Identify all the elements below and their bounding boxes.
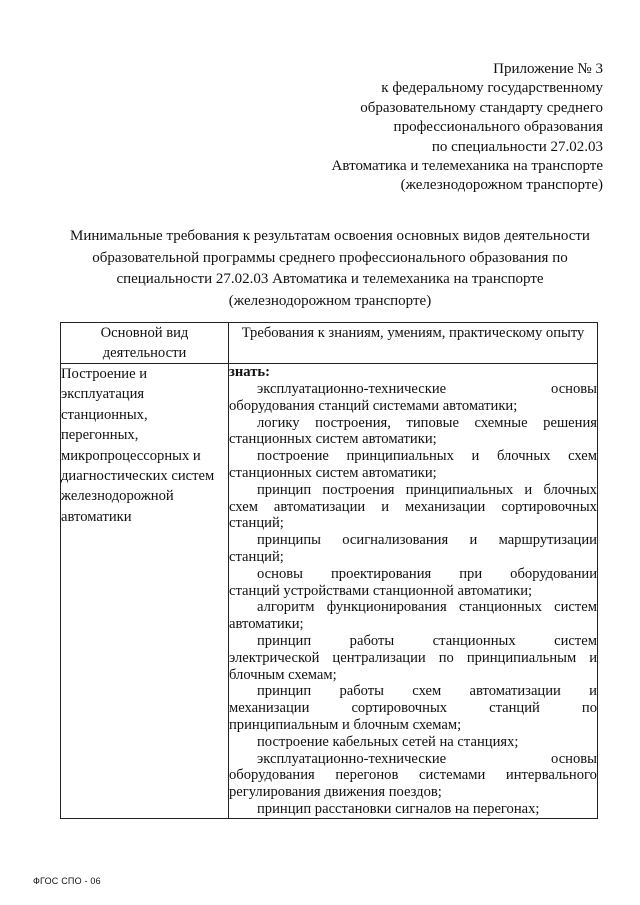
requirement-text: автоматики; xyxy=(229,616,304,633)
requirement-line xyxy=(229,650,597,667)
requirement-word: блочных xyxy=(543,481,597,498)
requirement-word: и xyxy=(589,683,597,700)
requirement-text: построение кабельных сетей на станциях; xyxy=(257,733,519,750)
title-line: (железнодорожном транспорте) xyxy=(228,292,432,309)
requirement-word: принципиальным xyxy=(466,649,577,666)
requirement-item xyxy=(229,599,597,633)
title-line: Минимальные требования к результатам освоения основных видов деятельности xyxy=(70,228,590,244)
requirement-text: станционных систем автоматики; xyxy=(229,464,437,481)
appendix-line: к федеральному государственному xyxy=(381,80,603,97)
header-activity-line: деятельности xyxy=(102,345,187,361)
activity-line: автоматики xyxy=(61,508,132,525)
requirement-word: построения, xyxy=(315,414,391,431)
activity-line: микропроцессорных и xyxy=(61,447,201,464)
activity-line: станционных, xyxy=(61,406,148,423)
requirement-word: по xyxy=(581,700,597,717)
requirement-item xyxy=(229,734,597,751)
requirement-line xyxy=(229,381,597,398)
requirement-line xyxy=(229,482,597,499)
requirement-text: принцип расстановки сигналов на перегонах; xyxy=(257,800,540,817)
requirement-text: станций устройствами станционной автоматики; xyxy=(229,582,533,599)
know-label: знать: xyxy=(229,364,270,380)
requirement-item xyxy=(229,633,597,683)
footer-code: ФГОС СПО - 06 xyxy=(33,876,101,886)
requirement-line xyxy=(229,448,597,465)
requirement-word: централизации xyxy=(332,649,426,666)
requirement-word: построения xyxy=(322,481,395,498)
requirement-line xyxy=(229,700,597,717)
requirement-word: принципы xyxy=(257,532,321,549)
requirement-item xyxy=(229,566,597,600)
appendix-line: Приложение № 3 xyxy=(493,61,603,77)
header-requirements: Требования к знаниям, умениям, практическому опыту xyxy=(229,323,598,364)
requirement-word: механизации xyxy=(229,700,310,717)
requirement-word: схемные xyxy=(474,414,528,431)
requirement-line xyxy=(229,683,597,700)
requirement-line xyxy=(229,751,597,768)
requirement-word: основы xyxy=(551,750,597,767)
requirement-item xyxy=(229,415,597,449)
activity-line: диагностических систем xyxy=(61,468,215,485)
title-line: специальности 27.02.03 Автоматика и телемеханика на транспорте xyxy=(116,271,544,287)
requirement-word: интервального xyxy=(505,767,597,784)
requirement-word: оборудования xyxy=(229,767,315,784)
requirement-word: сортировочных xyxy=(501,498,597,515)
requirement-word: оборудовании xyxy=(510,565,597,582)
requirement-word: автоматизации xyxy=(273,498,366,515)
requirement-line xyxy=(229,499,597,516)
header-activity-line: Основной вид xyxy=(100,325,189,341)
requirement-word: работы xyxy=(349,632,395,649)
requirement-word: схем xyxy=(568,448,597,465)
requirement-text: блочным схемам; xyxy=(229,666,337,683)
requirement-word: принципиальных xyxy=(346,448,454,465)
requirement-word: построение xyxy=(257,448,329,465)
requirement-item xyxy=(229,381,597,415)
requirement-word: и xyxy=(524,481,533,498)
requirements-cell xyxy=(229,364,598,819)
activity-line: перегонных, xyxy=(61,427,139,444)
requirement-text: станционных систем автоматики; xyxy=(229,431,437,448)
requirement-text: регулирования движения поездов; xyxy=(229,784,442,801)
requirement-word: принципиальных xyxy=(405,481,514,498)
title-line: образовательной программы среднего профессионального образования по xyxy=(92,249,568,266)
requirement-line xyxy=(229,415,597,432)
table-row xyxy=(61,364,598,819)
requirement-word: алгоритм xyxy=(257,599,315,616)
requirement-word: и xyxy=(381,498,389,515)
requirement-word: систем xyxy=(554,599,597,616)
requirement-word: работы xyxy=(339,683,384,700)
requirement-line xyxy=(229,633,597,650)
requirement-item xyxy=(229,482,597,532)
requirement-word: схем xyxy=(412,683,442,700)
requirements-list xyxy=(229,381,597,818)
requirement-word: системами xyxy=(419,767,486,784)
requirement-word: сортировочных xyxy=(351,700,448,717)
requirement-word: станционных xyxy=(458,599,542,616)
requirement-line xyxy=(229,599,597,616)
requirement-text: принципиальным и блочным схемам; xyxy=(229,716,462,733)
requirement-word: основы xyxy=(257,565,303,582)
requirement-item xyxy=(229,751,597,801)
activity-line: эксплуатация xyxy=(61,386,145,403)
requirement-word: принцип xyxy=(257,683,312,700)
appendix-line: профессионального образования xyxy=(393,119,603,136)
requirement-word: эксплуатационно-технические xyxy=(257,381,447,397)
requirement-word: автоматизации xyxy=(469,683,561,700)
requirement-word: и xyxy=(589,649,597,666)
requirement-word: по xyxy=(438,649,454,666)
header-activity xyxy=(61,323,229,364)
requirement-word: проектирования xyxy=(330,565,432,582)
requirement-line xyxy=(229,566,597,583)
table-header-row xyxy=(61,323,598,364)
requirement-text: станций; xyxy=(229,515,284,532)
requirement-line xyxy=(229,532,597,549)
requirement-word: принцип xyxy=(257,632,312,649)
requirement-word: типовые xyxy=(406,414,459,431)
requirement-word: осигнализования xyxy=(342,532,449,549)
requirement-word: функционирования xyxy=(326,599,447,616)
requirement-word: решения xyxy=(543,414,597,431)
appendix-line: образовательному стандарту среднего xyxy=(360,99,603,116)
activity-line: Построение и xyxy=(61,366,148,382)
requirement-word: логику xyxy=(257,414,300,431)
requirement-word: перегонов xyxy=(335,767,399,784)
appendix-line: Автоматика и телемеханика на транспорте xyxy=(331,158,603,175)
requirement-item xyxy=(229,683,597,733)
requirement-item xyxy=(229,532,597,566)
requirement-item xyxy=(229,801,597,818)
document-title xyxy=(40,226,620,312)
requirement-item xyxy=(229,448,597,482)
appendix-block xyxy=(332,60,603,196)
requirement-line xyxy=(229,767,597,784)
requirement-word: и xyxy=(471,448,480,465)
activity-cell xyxy=(61,364,229,819)
requirement-word: станций xyxy=(489,700,540,717)
requirement-word: эксплуатационно-технические xyxy=(257,750,447,767)
requirement-word: систем xyxy=(554,632,597,649)
appendix-line: (железнодорожном транспорте) xyxy=(400,177,603,194)
requirement-word: механизации xyxy=(404,498,486,515)
requirement-word: станционных xyxy=(432,632,516,649)
requirement-word: электрической xyxy=(229,649,320,666)
requirement-word: при xyxy=(459,565,483,582)
requirement-word: блочных xyxy=(496,448,551,465)
requirement-word: принцип xyxy=(257,481,312,498)
activity-line: железнодорожной xyxy=(61,488,174,505)
requirement-word: и xyxy=(469,532,478,549)
requirement-text: станций; xyxy=(229,548,284,565)
appendix-line: по специальности 27.02.03 xyxy=(431,138,603,155)
requirements-table xyxy=(60,322,598,819)
requirement-text: оборудования станций системами автоматики; xyxy=(229,397,518,414)
requirement-word: основы xyxy=(551,381,597,397)
requirement-word: схем xyxy=(229,498,258,515)
requirement-word: маршрутизации xyxy=(498,532,597,549)
